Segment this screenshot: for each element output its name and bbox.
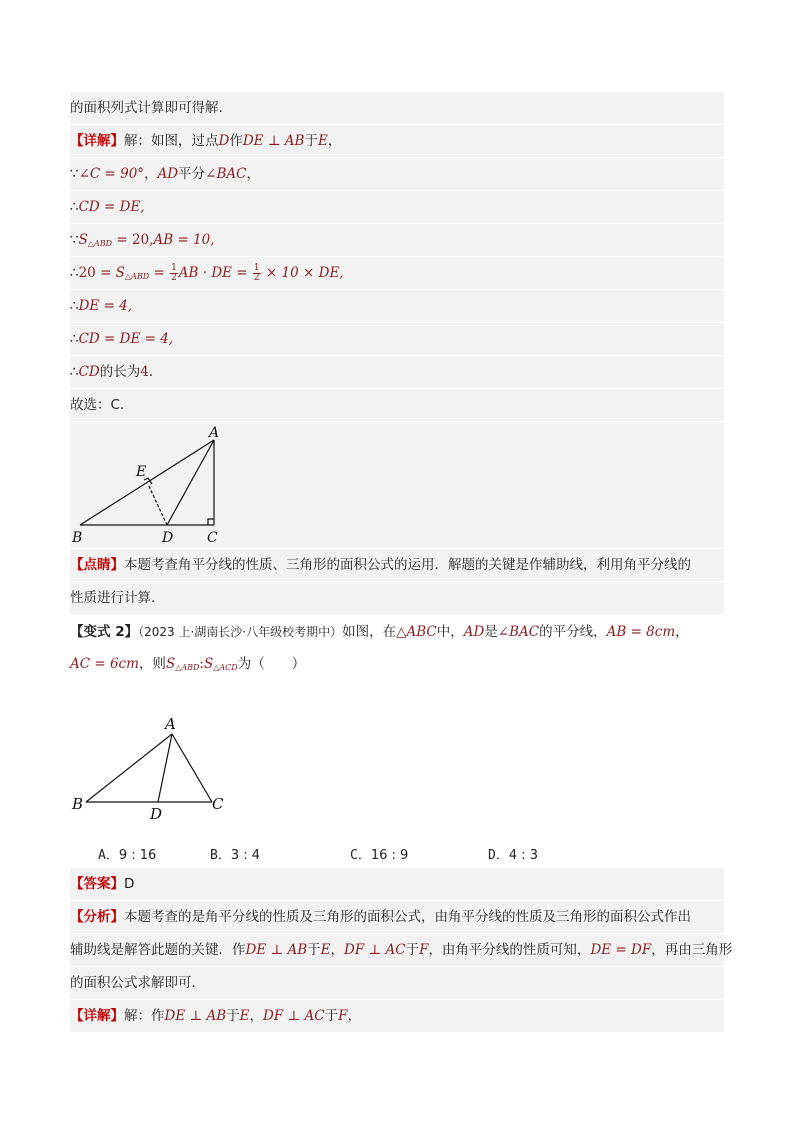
therefore-symbol: ∴ xyxy=(70,265,79,281)
label-E: E xyxy=(136,464,147,480)
analysis-line-1 xyxy=(70,901,724,933)
math: CD xyxy=(78,364,100,380)
text: 性质进行计算. xyxy=(70,590,156,606)
math: ∠BAC xyxy=(205,166,247,182)
text: 于 xyxy=(324,1008,339,1024)
label-C: C xyxy=(207,530,218,546)
math: △ABC xyxy=(396,624,437,640)
text-line-3 xyxy=(70,158,724,190)
triangle-diagram-1 xyxy=(70,422,724,548)
math: AB = 8cm xyxy=(606,624,676,640)
variant-question-line-1 xyxy=(70,616,724,648)
text: 为（ ） xyxy=(237,656,306,672)
answer-value: D xyxy=(124,876,135,892)
math: DE = 4, xyxy=(78,298,133,314)
math: AB = 10, xyxy=(153,232,215,248)
fraction: $\frac{1}{2}$ xyxy=(253,262,260,283)
math-sub: △ABD xyxy=(124,272,150,281)
text-line-6: ∴20 = $S_{\triangle ABD}$ = $\frac{1}{2}$ AB · DE = $\frac{1}{2}$ × 10 × DE, xyxy=(70,257,724,289)
text-line-1 xyxy=(70,92,724,124)
text: 本题考查角平分线的性质、三角形的面积公式的运用．解题的关键是作辅助线，利用角平分线的 xyxy=(124,557,691,573)
text: ，则 xyxy=(138,656,166,672)
text: ， xyxy=(246,166,260,182)
text: 故选：C. xyxy=(70,397,125,413)
math: 4 xyxy=(140,364,149,380)
option-value: 16 : 9 xyxy=(370,848,409,863)
detail-tag: 【详解】 xyxy=(70,133,124,149)
dianjing-line-1 xyxy=(70,549,724,581)
math: × 10 × DE, xyxy=(261,265,344,281)
analysis-line-2 xyxy=(70,934,733,966)
answer-tag: 【答案】 xyxy=(70,876,124,892)
source-text: （2023 上·湖南长沙·八年级校考期中） xyxy=(138,625,343,639)
triangle-diagram-2 xyxy=(70,712,270,822)
option-label: C． xyxy=(350,848,371,863)
label-D: D xyxy=(150,805,163,823)
math: S xyxy=(203,656,214,672)
math: DE ⊥ AB xyxy=(245,942,308,958)
option-c[interactable] xyxy=(350,844,408,863)
math: CD = DE = 4, xyxy=(78,331,174,347)
text: 本题考查的是角平分线的性质及三角形的面积公式，由角平分线的性质及三角形的面积公式作出 xyxy=(124,909,691,925)
text: 的长为 xyxy=(99,364,141,380)
because-symbol: ∵ xyxy=(70,232,79,248)
fraction: $\frac{1}{2}$ xyxy=(171,262,177,283)
math: = 20, xyxy=(112,232,154,248)
text: ， xyxy=(249,1008,263,1024)
text: ， xyxy=(330,942,344,958)
option-value: 9 : 16 xyxy=(118,848,157,863)
option-label: D． xyxy=(488,848,509,863)
answer-line xyxy=(70,868,724,900)
text: 于 xyxy=(304,133,318,149)
math: ∠C = 90° xyxy=(78,166,145,182)
text-line-9 xyxy=(70,356,724,388)
math: DF ⊥ AC xyxy=(344,942,406,958)
text: 于 xyxy=(307,942,321,958)
math: DE ⊥ AB xyxy=(242,133,305,149)
option-value: 3 : 4 xyxy=(230,848,261,863)
text: ，再由三角形 xyxy=(651,942,733,958)
text: 的面积列式计算即可得解. xyxy=(70,100,223,116)
math-sub: △ABD xyxy=(87,239,113,248)
text-line-5 xyxy=(70,224,724,256)
analysis-tag: 【分析】 xyxy=(70,909,124,925)
text-line-8 xyxy=(70,323,724,355)
variant-tag: 【变式 2】 xyxy=(70,624,139,640)
text: 作 xyxy=(229,133,243,149)
math: E xyxy=(320,942,331,958)
math: AC = 6cm xyxy=(70,656,139,672)
math: AD xyxy=(463,624,485,640)
detail-tag: 【详解】 xyxy=(70,1008,124,1024)
dianjing-tag: 【点睛】 xyxy=(70,557,124,573)
text-line-10 xyxy=(70,389,724,421)
text: ，由角平分线的性质可知， xyxy=(428,942,591,958)
math: E xyxy=(317,133,328,149)
math: F xyxy=(338,1008,348,1024)
math: D xyxy=(218,133,230,149)
text-line-4 xyxy=(70,191,724,223)
math: DE ⊥ AB xyxy=(164,1008,227,1024)
math: : xyxy=(199,656,204,672)
text: 的面积公式求解即可. xyxy=(70,975,196,991)
text: ， xyxy=(144,166,158,182)
therefore-symbol: ∴ xyxy=(70,364,79,380)
label-D: D xyxy=(162,530,174,546)
analysis-line-3 xyxy=(70,967,724,999)
variant-question-line-2 xyxy=(70,648,724,680)
math-sub: △ACD xyxy=(213,663,238,672)
math: S xyxy=(115,265,125,281)
text: 平分 xyxy=(178,166,206,182)
text: 的平分线， xyxy=(539,624,607,640)
option-a[interactable] xyxy=(98,844,156,863)
label-B: B xyxy=(72,795,84,813)
option-b[interactable] xyxy=(210,844,260,863)
math: CD = DE, xyxy=(78,199,145,215)
text: 中， xyxy=(436,624,464,640)
math: S xyxy=(78,232,88,248)
math: 20 = xyxy=(78,265,116,281)
label-C: C xyxy=(212,795,224,813)
option-d[interactable] xyxy=(488,844,538,863)
text: . xyxy=(148,364,154,380)
detail2-line-1 xyxy=(70,1000,724,1032)
text: 解：作 xyxy=(124,1008,165,1024)
because-symbol: ∵ xyxy=(70,166,79,182)
dianjing-line-2 xyxy=(70,582,724,614)
text: 辅助线是解答此题的关键．作 xyxy=(70,942,246,958)
figure-triangle-2 xyxy=(70,712,270,822)
math: E xyxy=(239,1008,250,1024)
label-A: A xyxy=(209,425,220,441)
option-value: 4 : 3 xyxy=(508,848,539,863)
text-line-7 xyxy=(70,290,724,322)
math: F xyxy=(419,942,429,958)
text: ， xyxy=(675,624,689,640)
label-A: A xyxy=(165,715,176,733)
label-B: B xyxy=(72,530,83,546)
text: ， xyxy=(347,1008,361,1024)
text: 是 xyxy=(484,624,498,640)
option-label: B． xyxy=(210,848,231,863)
math: AD xyxy=(157,166,179,182)
text: 于 xyxy=(226,1008,240,1024)
text: 解：如图，过点 xyxy=(124,133,219,149)
math: DE = DF xyxy=(590,942,652,958)
text: ， xyxy=(327,133,342,149)
math: ∠BAC xyxy=(497,624,540,640)
math: AB · DE = xyxy=(178,265,252,281)
math-sub: △ABD xyxy=(175,663,200,672)
therefore-symbol: ∴ xyxy=(70,298,79,314)
text: 如图，在 xyxy=(342,624,397,640)
math: DF ⊥ AC xyxy=(263,1008,325,1024)
text: 于 xyxy=(405,942,420,958)
option-label: A． xyxy=(98,848,119,863)
therefore-symbol: ∴ xyxy=(70,199,79,215)
therefore-symbol: ∴ xyxy=(70,331,79,347)
math: S xyxy=(165,656,176,672)
text-line-2 xyxy=(70,125,724,157)
figure-triangle-1 xyxy=(70,422,724,548)
